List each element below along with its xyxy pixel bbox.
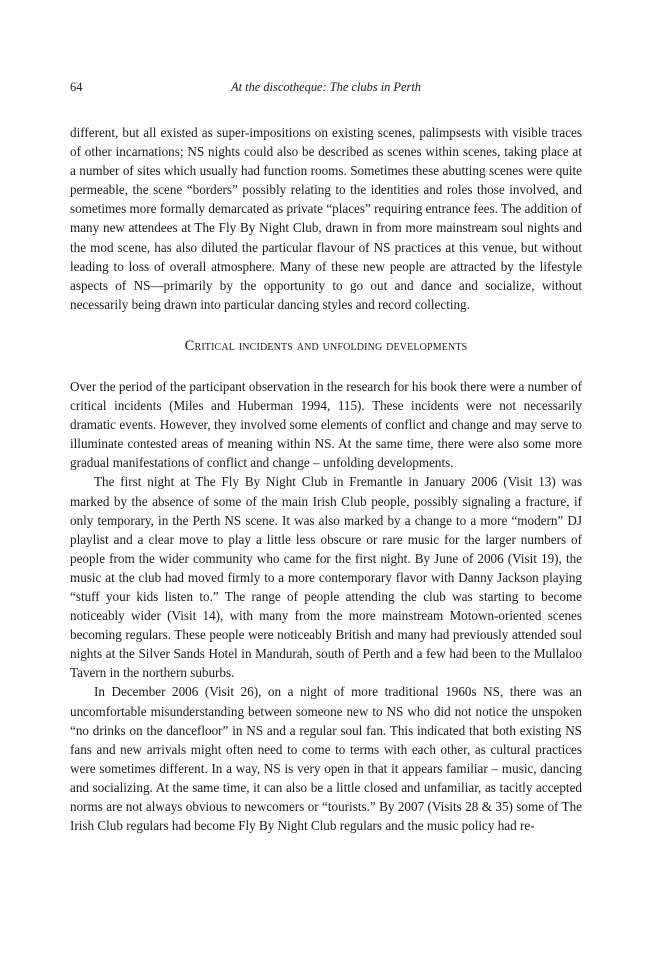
running-title: At the discotheque: The clubs in Perth (231, 80, 421, 94)
paragraph-1: different, but all existed as super-impositions on existing scenes, palimpsests with visible traces of other incarnations; NS nights could also be described as scenes within scenes, taking place at a number of sites which usually had function rooms. Sometimes these abutting scenes were quite permeable, the scene “borders” possibly relating to the identities and roles those involved, and sometimes more formally demarcated as private “places” requiring entrance fees. The addition of many new attendees at The Fly By Night Club, drawn in from more mainstream soul nights and the mod scene, has also diluted the particular flavour of NS practices at this venue, but without leading to loss of overall atmosphere. Many of these new people are attracted by the lifestyle aspects of NS—primarily by the opportunity to go out and dance and socialize, without necessarily being drawn into particular dancing styles and record collecting. (70, 125, 582, 312)
running-head (70, 78, 582, 96)
paragraph-3: The first night at The Fly By Night Club in Fremantle in January 2006 (Visit 13) was marked by the absence of some of the main Irish Club people, possibly signaling a fracture, if only temporary, in the Perth NS scene. It was also marked by a change to a more “modern” DJ playlist and a clear move to play a little less obscure or rare music for the larger numbers of people from the wider community who came for the first night. By June of 2006 (Visit 19), the music at the club had moved firmly to a more contemporary flavor with Danny Jackson playing “stuff your kids listen to.” The range of people attending the club was starting to become noticeably wider (Visit 14), with many from the more mainstream Motown-oriented scenes becoming regulars. These people were noticeably British and many had previously attended soul nights at the Silver Sands Hotel in Mandurah, south of Perth and a few had been to the Mullaloo Tavern in the northern suburbs. (70, 474, 582, 681)
book-page (70, 78, 582, 835)
section-heading: Critical incidents and unfolding developments (184, 337, 468, 354)
paragraph-4: In December 2006 (Visit 26), on a night of more traditional 1960s NS, there was an uncomfortable misunderstanding between someone new to NS who did not notice the unspoken “no drinks on the dancefloor” in NS and a regular soul fan. This indicated that both existing NS fans and new arrivals might often need to come to terms with each other, as cultural practices were sometimes different. In a way, NS is very open in that it appears familiar – music, dancing and socializing. At the same time, it can also be a little closed and unfamiliar, as tacitly accepted norms are not always obvious to newcomers or “tourists.” By 2007 (Visits 28 & 35) some of The Irish Club regulars had become Fly By Night Club regulars and the music policy had re- (70, 684, 582, 834)
page-number: 64 (70, 80, 83, 94)
body-text (70, 123, 582, 835)
paragraph-2: Over the period of the participant observation in the research for his book there were a number of critical incidents (Miles and Huberman 1994, 115). These incidents were not necessarily dramatic events. However, they involved some elements of conflict and change and may serve to illuminate contested areas of meaning within NS. At the same time, there were also some more gradual manifestations of conflict and change – unfolding developments. (70, 378, 582, 471)
